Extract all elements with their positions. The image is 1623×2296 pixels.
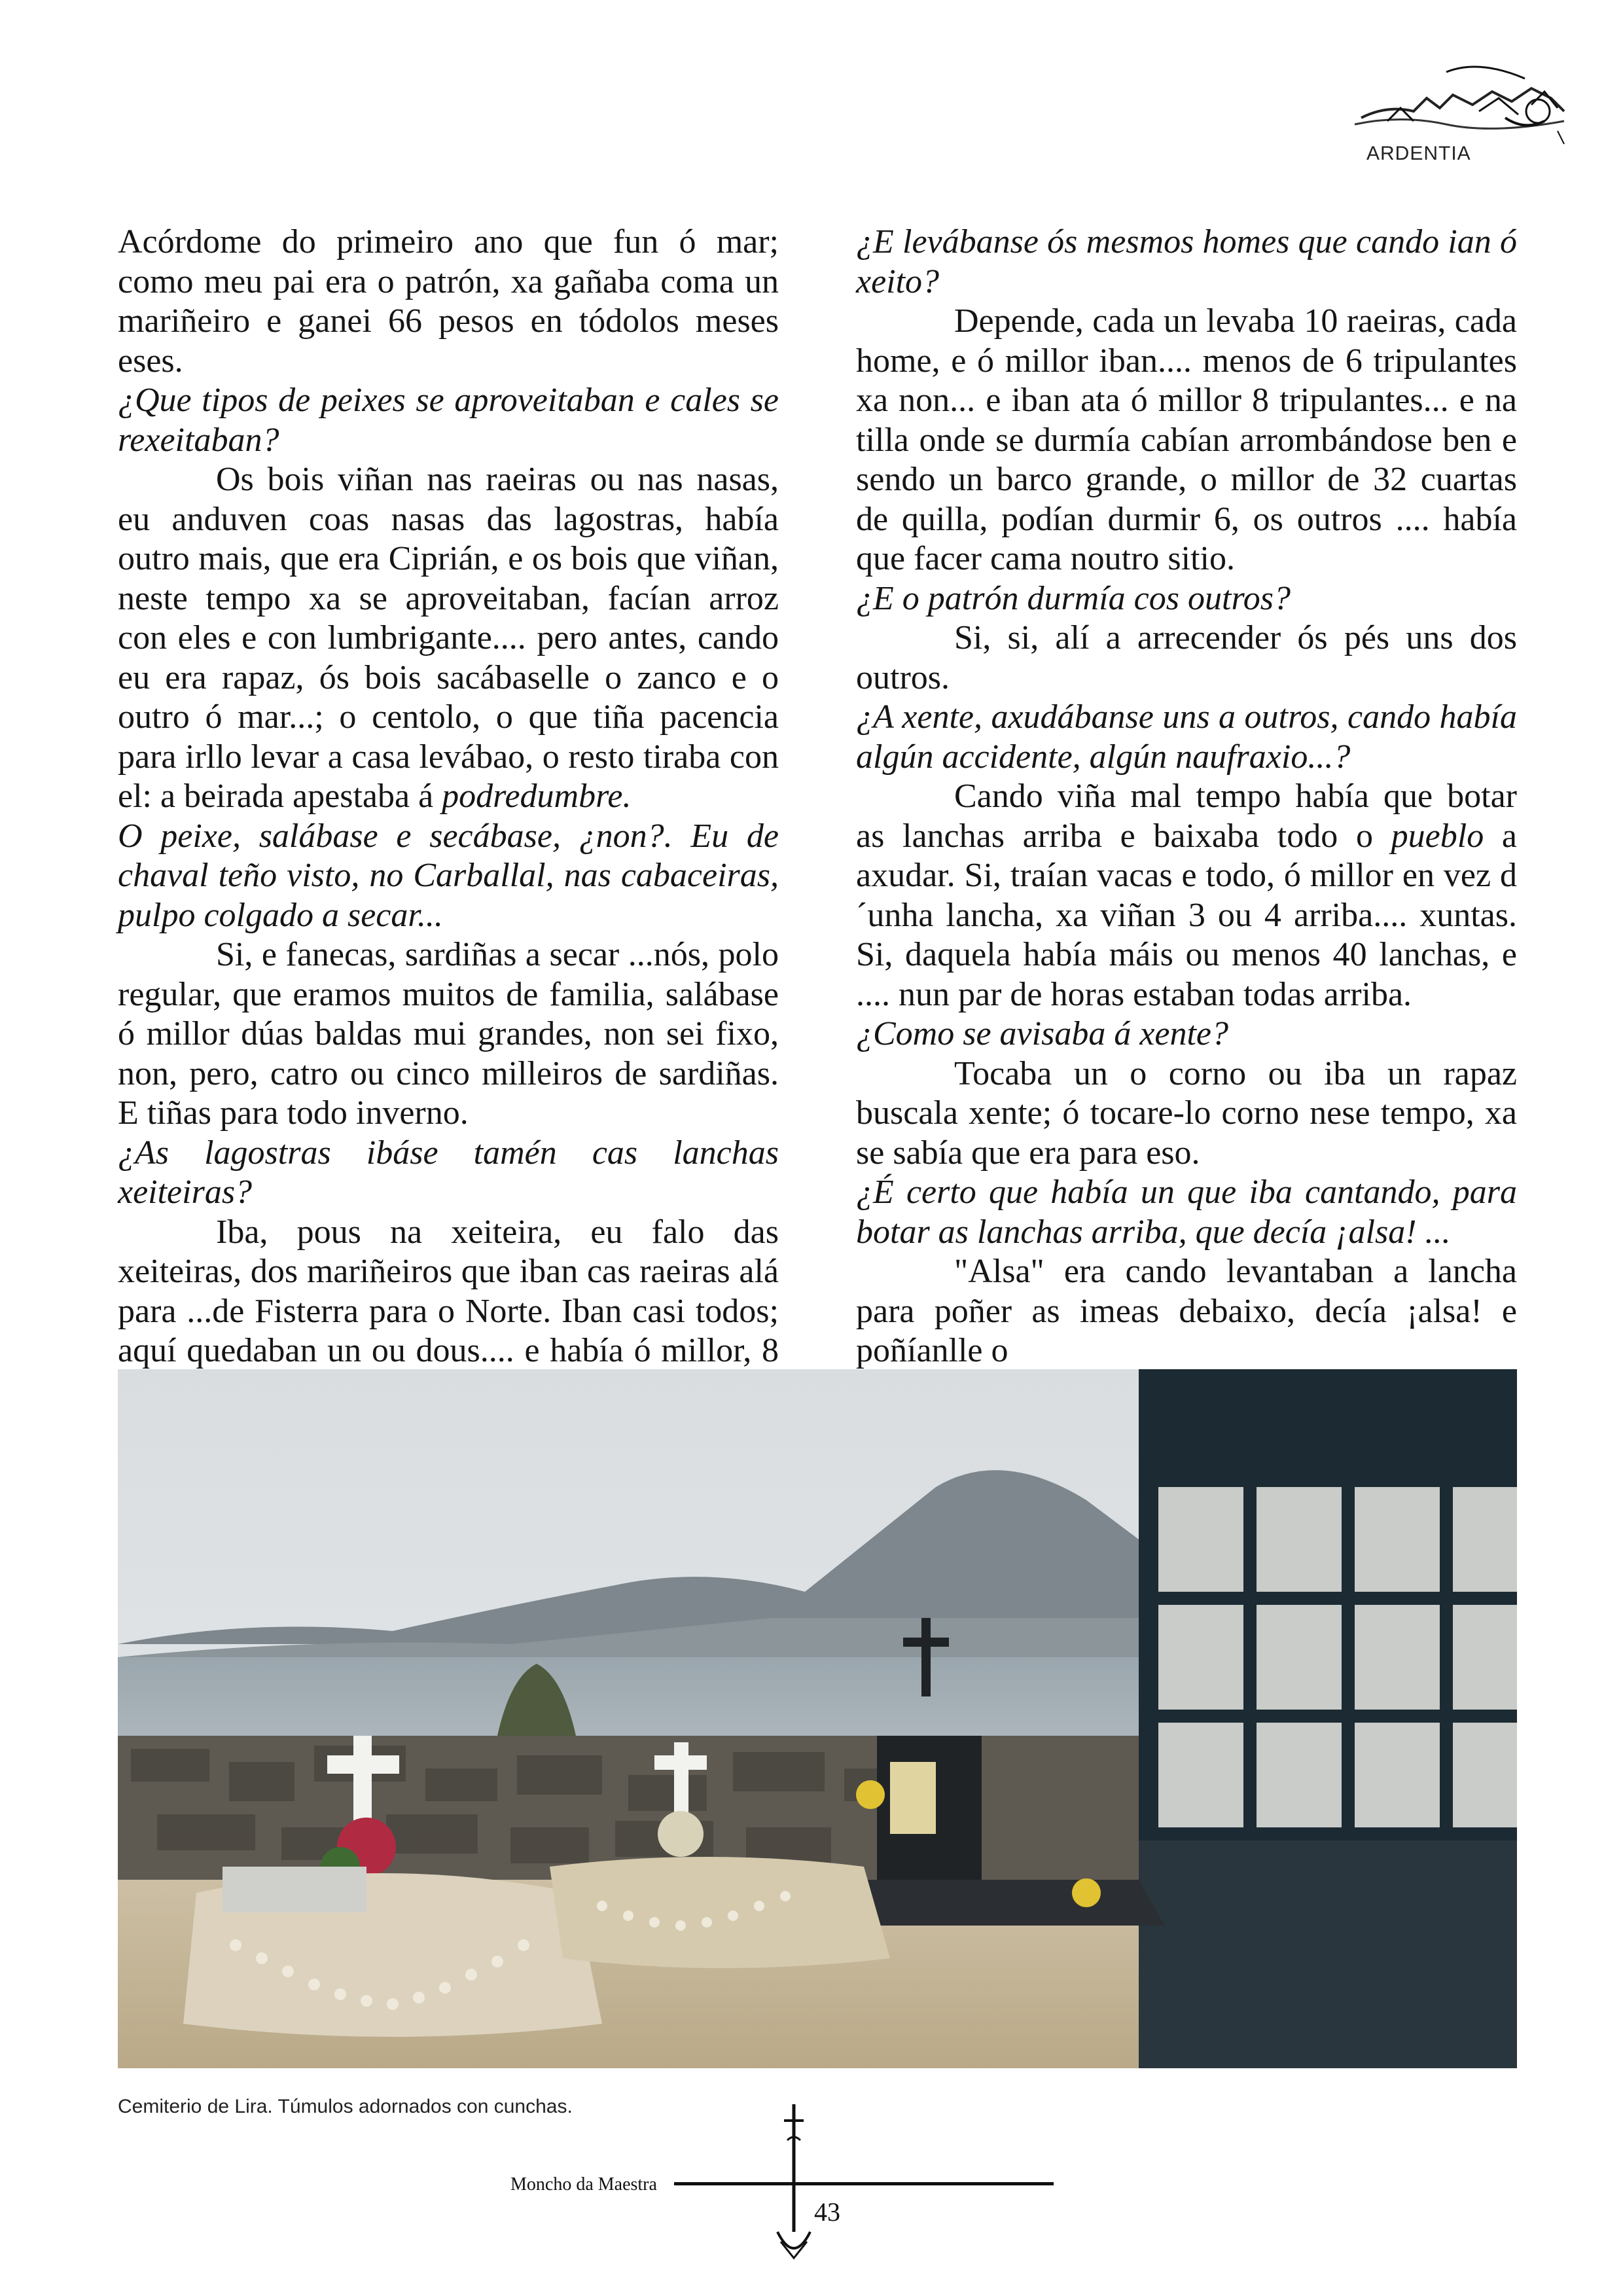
footer-author: Moncho da Maestra [510, 2174, 657, 2195]
question: ¿A xente, axudábanse uns a outros, cando había algún accidente, algún naufraxio...? [856, 698, 1517, 776]
answer: "Alsa" era cando levantaban a lancha para poñer as imeas debaixo, decía ¡alsa! e poñíanlle o [856, 1253, 1517, 1369]
answer: Cando viña mal tempo había que botar as lanchas arriba e baixaba todo o pueblo a axudar. Si, traían vacas e todo, ó millor en vez d´unha lancha, xa viñan 3 ou 4 arriba.... xuntas. Si, daquela había máis ou menos 40 lanchas, e .... nun par de horas estaban todas arriba. [856, 778, 1517, 1013]
answer: Si, si, alí a arrecender ós pés uns dos outros. [856, 619, 1517, 696]
question: ¿Como se avisaba á xente? [856, 1015, 1229, 1052]
question: ¿É certo que había un que iba cantando, para botar as lanchas arriba, que decía ¡alsa! ... [856, 1174, 1517, 1251]
question: O peixe, salábase e secábase, ¿non?. Eu de chaval teño visto, no Carballal, nas cabaceiras, pulpo colgado a secar... [118, 817, 779, 934]
italic-word: pueblo [1391, 817, 1484, 855]
page-number: 43 [814, 2197, 840, 2227]
question: ¿As lagostras ibáse tamén cas lanchas xeiteiras? [118, 1134, 779, 1211]
answer: Tocaba un o corno ou iba un rapaz buscala xente; ó tocare-lo corno nese tempo, xa se sabía que era para eso. [856, 1054, 1517, 1172]
cemetery-photo [118, 1369, 1517, 2068]
question: ¿E o patrón durmía cos outros? [856, 579, 1291, 617]
header-brand: ARDENTIA [1366, 143, 1471, 164]
italic-word: podredumbre. [442, 778, 632, 815]
question: ¿E levábanse ós mesmos homes que cando ian ó xeito? [856, 223, 1517, 300]
paragraph: Acórdome do primeiro ano que fun ó mar; como meu pai era o patrón, xa gañaba coma un mariñeiro e ganei 66 pesos en tódolos meses eses. [118, 223, 779, 380]
text-column-right [856, 223, 1517, 1371]
footer-divider [674, 2182, 1054, 2185]
answer: Si, e fanecas, sardiñas a secar ...nós, polo regular, que eramos muitos de familia, salábase ó millor dúas baldas mui grandes, non sei fixo, non, pero, catro ou cinco milleiros de sardiñas. E tiñas para todo inverno. [118, 936, 779, 1132]
anchor-ornament-icon [771, 2101, 817, 2268]
answer: Depende, cada un levaba 10 raeiras, cada home, e ó millor iban.... menos de 6 tripulantes xa non... e iban ata ó millor 8 tripulantes... e na tilla onde se durmía cabían arrombándose ben e sendo un barco grande, o millor de 32 cuartas de quilla, podían durmir 6, os outros .... había que facer cama noutro sitio. [856, 302, 1517, 577]
text-column-left [118, 223, 779, 1410]
question: ¿Que tipos de peixes se aproveitaban e cales se rexeitaban? [118, 382, 779, 459]
answer: Os bois viñan nas raeiras ou nas nasas, eu anduven coas nasas das lagostras, había outro mais, que era Ciprián, e os bois que viñan, neste tempo xa se aproveitaban, facían arroz con eles e con lumbrigante.... pero antes, cando eu era rapaz, ós bois sacábaselle o zanco e o outro ó mar...; o centolo, o que tiña pacencia para irllo levar a casa levábao, o resto tiraba con el: a beirada apestaba á podredumbre. [118, 461, 779, 815]
answer: Iba, pous na xeiteira, eu falo das xeiteiras, dos mariñeiros que iban cas raeiras alá para ...de Fisterra para o Norte. Iban casi todos; aquí quedaban un ou dous.... e había ó millor, 8 [118, 1213, 779, 1369]
photo-caption: Cemiterio de Lira. Túmulos adornados con cunchas. [118, 2096, 573, 2117]
